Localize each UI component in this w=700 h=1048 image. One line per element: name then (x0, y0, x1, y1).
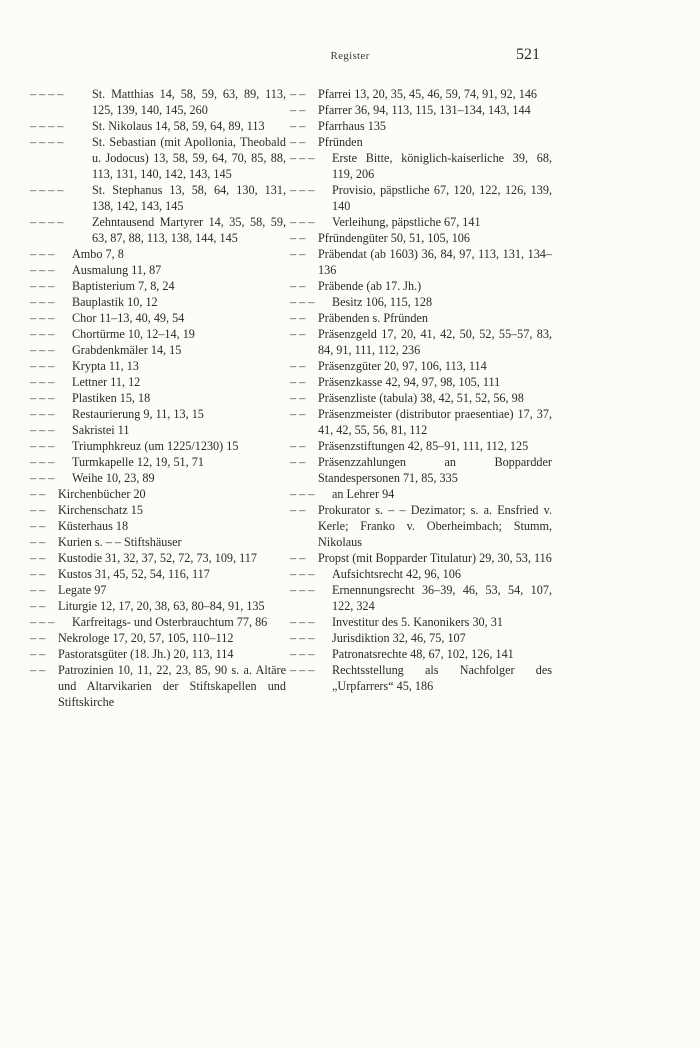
index-entry-dashes: – – (290, 503, 306, 517)
index-entry (290, 630, 552, 646)
index-column-left (30, 86, 286, 710)
index-entry (30, 454, 286, 470)
index-entry (290, 566, 552, 582)
index-entry-dashes: – – (30, 503, 46, 517)
index-entry (290, 614, 552, 630)
index-entry (290, 662, 552, 694)
index-entry (30, 614, 286, 630)
index-entry-text: Baptisterium 7, 8, 24 (72, 279, 175, 293)
index-entry-text: Lettner 11, 12 (72, 375, 141, 389)
index-entry-text: Pfarrei 13, 20, 35, 45, 46, 59, 74, 91, 92, 146 (318, 87, 538, 101)
index-entry-dashes: – – – (290, 647, 315, 661)
index-entry-dashes: – – – (30, 327, 55, 341)
index-entry-text: Rechtsstellung als Nachfolger des „Urpfarrers“ 45, 186 (332, 663, 552, 693)
index-entry (30, 118, 286, 134)
index-entry-text: Nekrologe 17, 20, 57, 105, 110–112 (58, 631, 234, 645)
index-entry-dashes: – – – (290, 487, 315, 501)
index-entry (30, 326, 286, 342)
index-entry-dashes: – – (290, 359, 306, 373)
index-entry (30, 134, 286, 182)
index-entry (290, 438, 552, 454)
index-entry (30, 310, 286, 326)
index-entry (30, 518, 286, 534)
index-entry (290, 118, 552, 134)
index-entry (290, 278, 552, 294)
index-entry-dashes: – – – (30, 455, 55, 469)
index-entry-text: Krypta 11, 13 (72, 359, 139, 373)
index-entry (290, 294, 552, 310)
index-entry (290, 310, 552, 326)
index-entry-dashes: – – (290, 327, 306, 341)
index-entry-dashes: – – – (30, 439, 55, 453)
page-header (0, 46, 700, 66)
index-entry-dashes: – – – (30, 391, 55, 405)
index-entry (290, 246, 552, 278)
index-entry-dashes: – – – (30, 311, 55, 325)
index-entry (290, 390, 552, 406)
index-entry-text: Erste Bitte, königlich-kaiserliche 39, 68, 119, 206 (332, 151, 552, 181)
index-entry (290, 486, 552, 502)
index-entry-text: Plastiken 15, 18 (72, 391, 151, 405)
index-entry-dashes: – – – – (30, 135, 64, 149)
index-entry-dashes: – – (30, 551, 46, 565)
index-entry-text: St. Nikolaus 14, 58, 59, 64, 89, 113 (92, 119, 265, 133)
index-entry-text: Patrozinien 10, 11, 22, 23, 85, 90 s. a. Altäre und Altarvikarien der Stiftskapellen und Stiftskirche (58, 663, 286, 709)
index-entry-dashes: – – – (30, 615, 55, 629)
index-entry-text: Prokurator s. – – Dezimator; s. a. Ensfried v. Kerle; Franko v. Oberheimbach; Stumm, Nikolaus (318, 503, 552, 549)
index-entry-text: Turmkapelle 12, 19, 51, 71 (72, 455, 204, 469)
index-entry-text: Investitur des 5. Kanonikers 30, 31 (332, 615, 503, 629)
index-entry-text: Kurien s. – – Stiftshäuser (58, 535, 182, 549)
index-entry-dashes: – – – (30, 375, 55, 389)
index-entry-text: Aufsichtsrecht 42, 96, 106 (332, 567, 461, 581)
index-entry-text: Präsenzzahlungen an Boppardder Standespersonen 71, 85, 335 (318, 455, 552, 485)
index-entry (30, 358, 286, 374)
index-entry (30, 390, 286, 406)
index-entry-dashes: – – – (290, 295, 315, 309)
index-entry-dashes: – – (30, 631, 46, 645)
index-entry-dashes: – – (30, 647, 46, 661)
index-entry-dashes: – – (290, 391, 306, 405)
index-entry (30, 598, 286, 614)
index-entry (290, 646, 552, 662)
index-entry (290, 230, 552, 246)
index-entry-text: Präbende (ab 17. Jh.) (318, 279, 422, 293)
index-entry-text: Ausmalung 11, 87 (72, 263, 162, 277)
index-entry-text: Ambo 7, 8 (72, 247, 124, 261)
index-entry-dashes: – – – (30, 359, 55, 373)
index-entry (30, 550, 286, 566)
index-entry-dashes: – – (30, 583, 46, 597)
index-entry-text: Kustos 31, 45, 52, 54, 116, 117 (58, 567, 210, 581)
index-entry-dashes: – – (290, 455, 306, 469)
index-entry-text: Patronatsrechte 48, 67, 102, 126, 141 (332, 647, 514, 661)
index-entry (30, 470, 286, 486)
index-entry-dashes: – – (290, 551, 306, 565)
index-entry-dashes: – – (290, 119, 306, 133)
index-entry-dashes: – – (290, 375, 306, 389)
index-entry-text: Chortürme 10, 12–14, 19 (72, 327, 195, 341)
index-entry (30, 278, 286, 294)
index-entry-dashes: – – – – (30, 119, 64, 133)
index-entry-text: Pastoratsgüter (18. Jh.) 20, 113, 114 (58, 647, 234, 661)
index-entry-text: Propst (mit Bopparder Titulatur) 29, 30, 53, 116 (318, 551, 552, 565)
index-entry-dashes: – – – – (30, 87, 64, 101)
index-entry (290, 214, 552, 230)
index-entry-dashes: – – – (30, 407, 55, 421)
index-entry-text: Jurisdiktion 32, 46, 75, 107 (332, 631, 466, 645)
index-entry-text: Präsenzliste (tabula) 38, 42, 51, 52, 56, 98 (318, 391, 524, 405)
index-entry-dashes: – – (290, 135, 306, 149)
index-entry-dashes: – – – (290, 631, 315, 645)
page-number: 521 (516, 46, 540, 63)
index-entry-dashes: – – (290, 407, 306, 421)
index-entry-text: an Lehrer 94 (332, 487, 395, 501)
index-entry (30, 566, 286, 582)
index-entry (30, 182, 286, 214)
index-entry-dashes: – – (290, 279, 306, 293)
index-entry-text: St. Stephanus 13, 58, 64, 130, 131, 138, 142, 143, 145 (92, 183, 286, 213)
index-entry-text: Zehntausend Martyrer 14, 35, 58, 59, 63, 87, 88, 113, 138, 144, 145 (92, 215, 286, 245)
index-entry-dashes: – – – (290, 567, 315, 581)
index-entry-text: Restaurierung 9, 11, 13, 15 (72, 407, 204, 421)
index-entry (30, 86, 286, 118)
index-entry-text: St. Sebastian (mit Apollonia, Theobald u. Jodocus) 13, 58, 59, 64, 70, 85, 88, 113, 131, 140, 142, 143, 145 (92, 135, 286, 181)
index-entry (30, 486, 286, 502)
index-entry (290, 134, 552, 150)
index-entry-dashes: – – – (290, 663, 315, 677)
index-entry (30, 262, 286, 278)
index-entry-text: Provisio, päpstliche 67, 120, 122, 126, 139, 140 (332, 183, 552, 213)
index-entry (30, 374, 286, 390)
index-entry-dashes: – – – (290, 183, 315, 197)
index-entry (30, 582, 286, 598)
index-entry-text: Pfarrer 36, 94, 113, 115, 131–134, 143, 144 (318, 103, 531, 117)
index-entry-text: Sakristei 11 (72, 423, 130, 437)
index-entry-text: Präsenzgeld 17, 20, 41, 42, 50, 52, 55–57, 83, 84, 91, 111, 112, 236 (318, 327, 552, 357)
index-entry (30, 438, 286, 454)
index-entry (290, 358, 552, 374)
index-entry (30, 630, 286, 646)
index-column-right (290, 86, 552, 694)
index-entry (290, 326, 552, 358)
index-entry-dashes: – – (30, 519, 46, 533)
index-entry-text: Kirchenschatz 15 (58, 503, 143, 517)
index-entry-dashes: – – (290, 311, 306, 325)
index-entry (30, 646, 286, 662)
index-entry (290, 374, 552, 390)
index-entry (290, 582, 552, 614)
index-entry-text: Kirchenbücher 20 (58, 487, 146, 501)
index-entry-dashes: – – (30, 567, 46, 581)
index-entry-dashes: – – – (30, 263, 55, 277)
index-entry-text: Legate 97 (58, 583, 107, 597)
running-title: Register (330, 50, 370, 62)
index-entry-text: Präsenzstiftungen 42, 85–91, 111, 112, 125 (318, 439, 529, 453)
index-entry-dashes: – – – (290, 615, 315, 629)
index-entry-dashes: – – (290, 103, 306, 117)
index-entry-dashes: – – (290, 439, 306, 453)
index-entry (30, 294, 286, 310)
index-entry-text: Pfründen (318, 135, 363, 149)
index-entry-dashes: – – – (30, 471, 55, 485)
index-entry-dashes: – – – (30, 423, 55, 437)
index-entry (30, 342, 286, 358)
index-entry-text: Grabdenkmäler 14, 15 (72, 343, 182, 357)
index-entry-dashes: – – (290, 87, 306, 101)
index-entry-dashes: – – (30, 487, 46, 501)
index-entry (30, 422, 286, 438)
index-entry-text: Präsenzkasse 42, 94, 97, 98, 105, 111 (318, 375, 501, 389)
index-entry-text: Triumphkreuz (um 1225/1230) 15 (72, 439, 239, 453)
index-entry (290, 502, 552, 550)
index-entry-dashes: – – (30, 663, 46, 677)
index-entry-dashes: – – (290, 247, 306, 261)
index-entry-text: Präbenden s. Pfründen (318, 311, 429, 325)
index-entry (30, 406, 286, 422)
index-entry-text: Verleihung, päpstliche 67, 141 (332, 215, 481, 229)
index-entry (290, 86, 552, 102)
index-entry-dashes: – – – (290, 215, 315, 229)
index-entry (30, 662, 286, 710)
index-entry-text: Weihe 10, 23, 89 (72, 471, 155, 485)
index-entry (290, 454, 552, 486)
index-entry-text: St. Matthias 14, 58, 59, 63, 89, 113, 125, 139, 140, 145, 260 (92, 87, 286, 117)
index-entry-text: Pfarrhaus 135 (318, 119, 387, 133)
index-entry (290, 102, 552, 118)
index-entry-text: Besitz 106, 115, 128 (332, 295, 433, 309)
index-entry-dashes: – – (290, 231, 306, 245)
index-entry-text: Präsenzmeister (distributor praesentiae) 17, 37, 41, 42, 55, 56, 81, 112 (318, 407, 552, 437)
index-entry-text: Bauplastik 10, 12 (72, 295, 158, 309)
index-entry-dashes: – – – (290, 151, 315, 165)
index-entry (290, 550, 552, 566)
index-entry-text: Kustodie 31, 32, 37, 52, 72, 73, 109, 117 (58, 551, 257, 565)
index-entry-text: Ernennungsrecht 36–39, 46, 53, 54, 107, 122, 324 (332, 583, 552, 613)
index-entry (30, 214, 286, 246)
index-entry-dashes: – – – (30, 247, 55, 261)
index-entry (30, 246, 286, 262)
index-entry-dashes: – – – – (30, 215, 64, 229)
index-entry-dashes: – – – (30, 295, 55, 309)
index-entry-dashes: – – – (290, 583, 315, 597)
index-entry-text: Präbendat (ab 1603) 36, 84, 97, 113, 131, 134–136 (318, 247, 552, 277)
index-entry-dashes: – – – (30, 343, 55, 357)
index-entry-dashes: – – (30, 599, 46, 613)
index-entry (30, 534, 286, 550)
index-entry-dashes: – – (30, 535, 46, 549)
index-entry (290, 406, 552, 438)
index-entry-text: Liturgie 12, 17, 20, 38, 63, 80–84, 91, 135 (58, 599, 265, 613)
index-entry-dashes: – – – – (30, 183, 64, 197)
index-entry (30, 502, 286, 518)
index-entry-text: Karfreitags- und Osterbrauchtum 77, 86 (72, 615, 268, 629)
index-entry (290, 182, 552, 214)
index-entry-text: Pfründengüter 50, 51, 105, 106 (318, 231, 470, 245)
index-entry-text: Chor 11–13, 40, 49, 54 (72, 311, 185, 325)
index-entry (290, 150, 552, 182)
index-entry-text: Präsenzgüter 20, 97, 106, 113, 114 (318, 359, 487, 373)
index-entry-dashes: – – – (30, 279, 55, 293)
index-entry-text: Küsterhaus 18 (58, 519, 129, 533)
